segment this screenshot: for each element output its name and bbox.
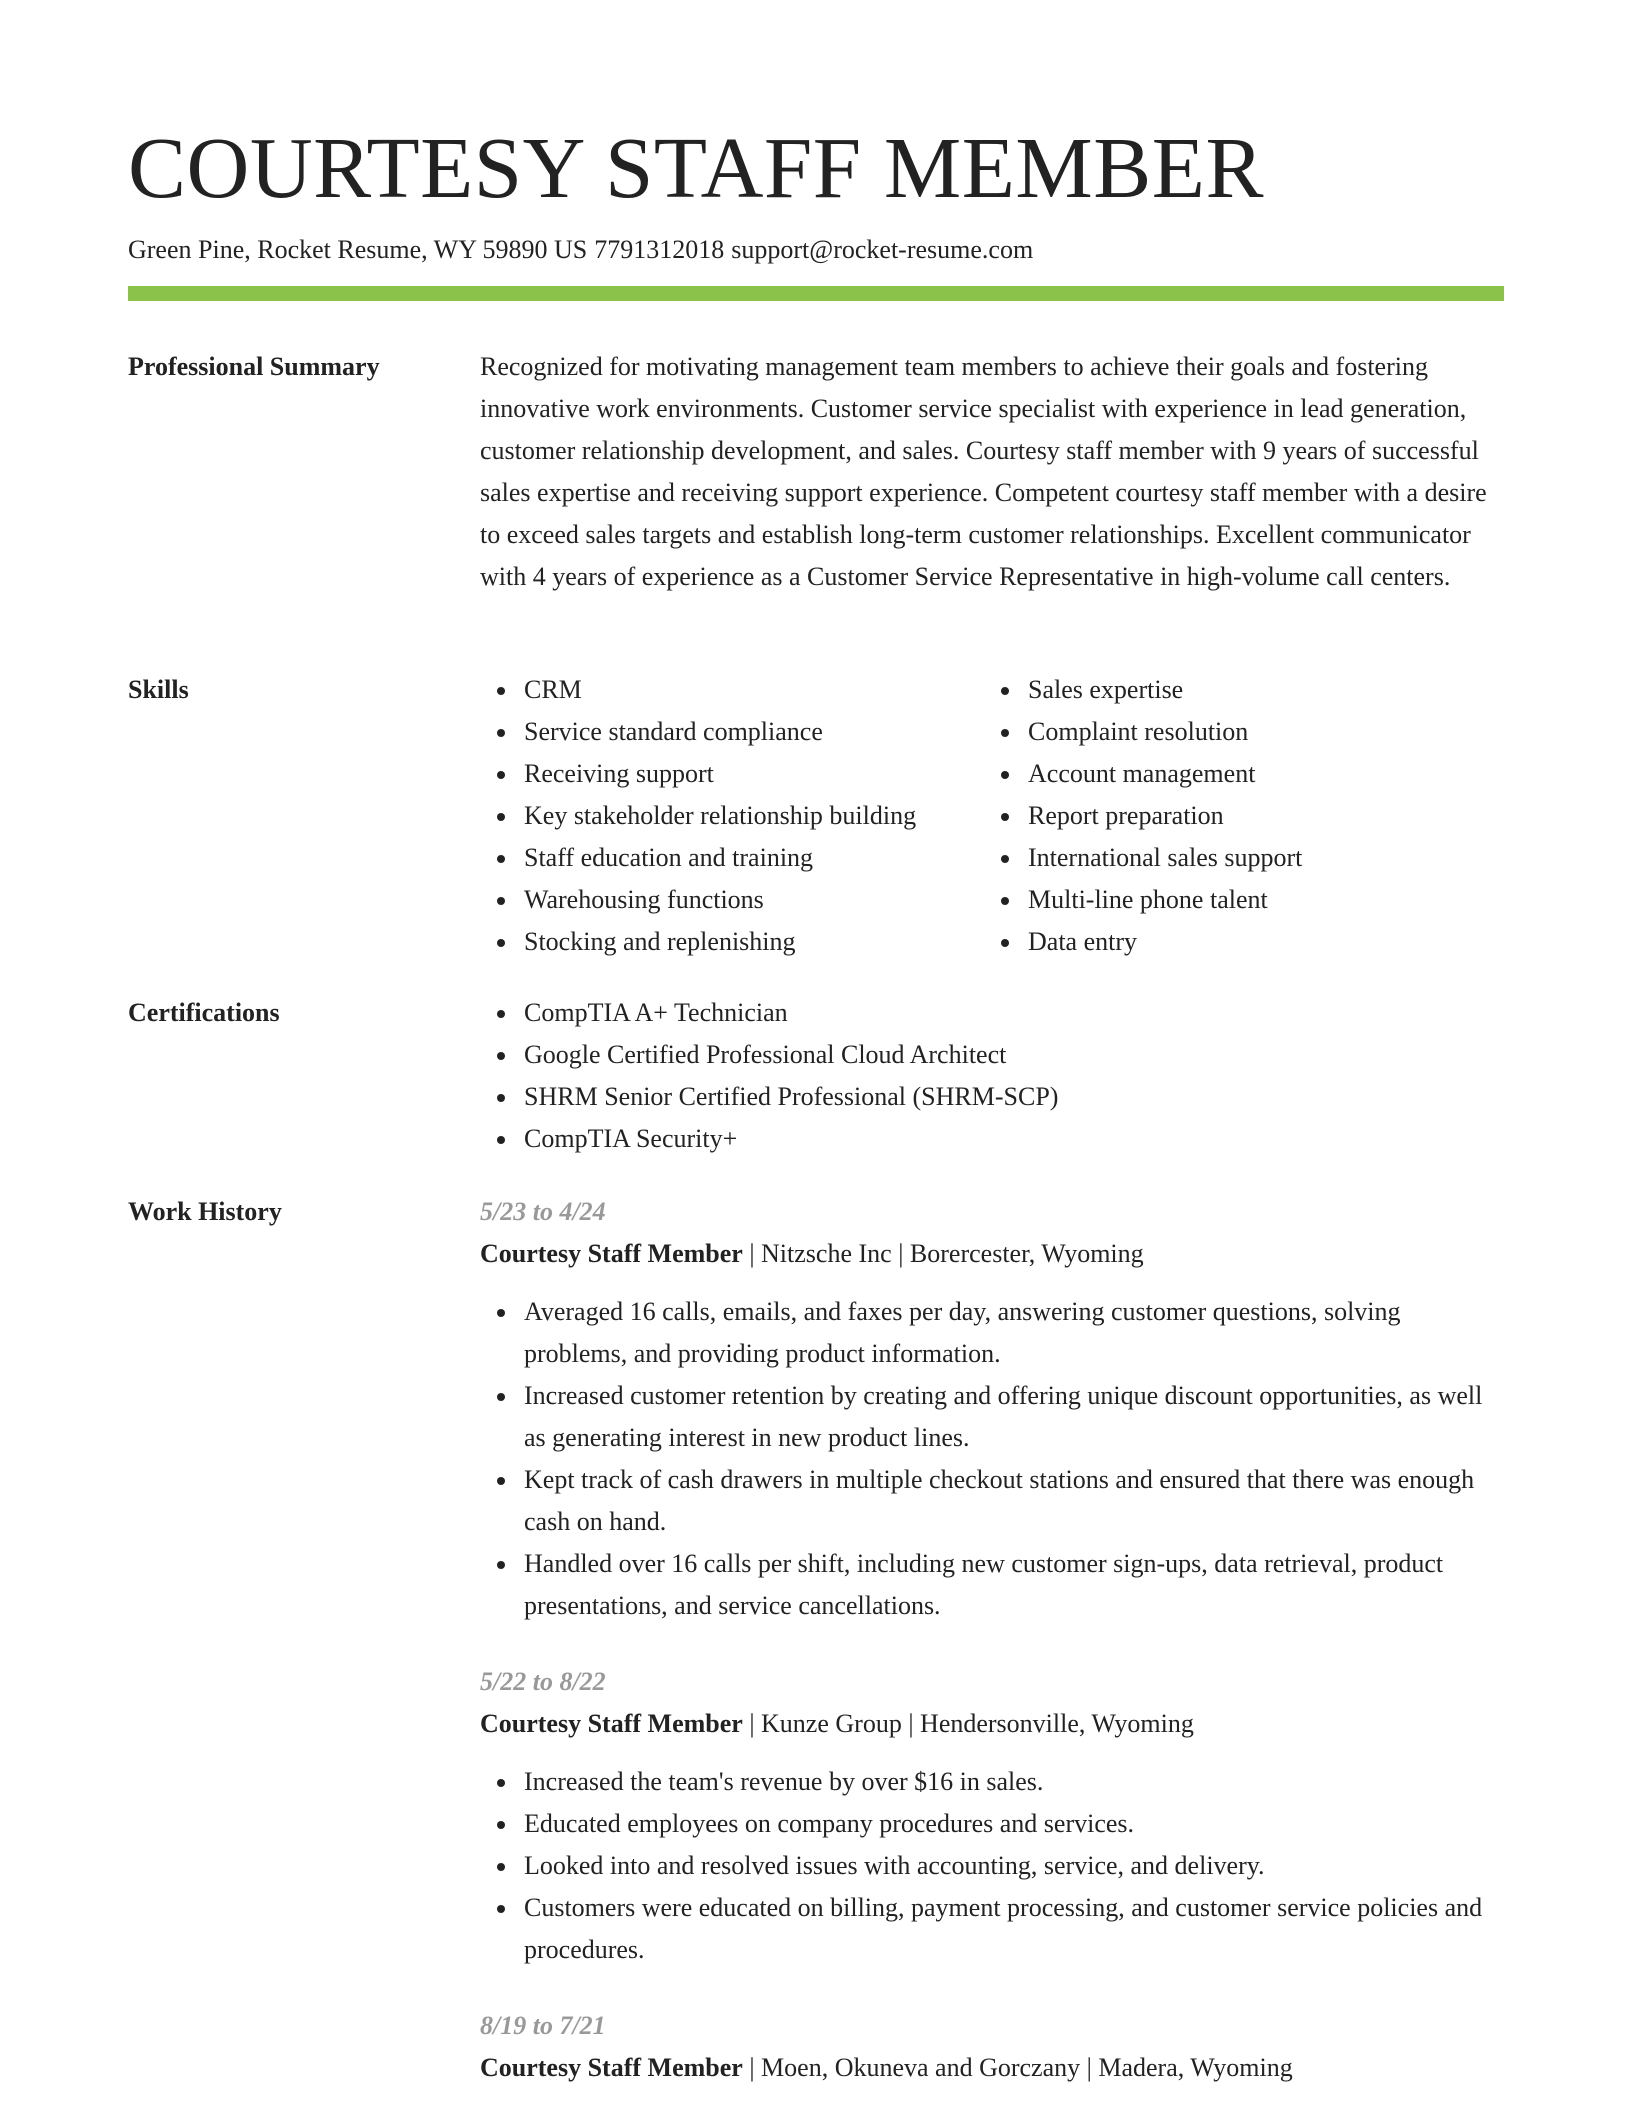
skills-body: [480, 669, 1504, 963]
job-location: Borercester, Wyoming: [909, 1239, 1144, 1268]
job-bullet: Looked into and resolved issues with accounting, service, and delivery.: [524, 1845, 1504, 1887]
job-company: Nitzsche Inc: [761, 1239, 892, 1268]
job-separator: |: [749, 1239, 755, 1268]
skill-item: Service standard compliance: [524, 711, 984, 753]
resume-name: COURTESY STAFF MEMBER: [128, 119, 1264, 216]
certifications-list: [480, 992, 1504, 1160]
job-location: Hendersonville, Wyoming: [920, 1709, 1194, 1738]
certifications-body: [480, 992, 1504, 1160]
job-separator: |: [898, 1239, 904, 1268]
job-bullet: Educated employees on company procedures and services.: [524, 1803, 1504, 1845]
skill-item: CRM: [524, 669, 984, 711]
skills-list-left: [480, 669, 984, 963]
skill-item: Staff education and training: [524, 837, 984, 879]
skills-heading: Skills: [128, 675, 189, 704]
job-bullet: Increased the team's revenue by over $16 in sales.: [524, 1761, 1504, 1803]
job-bullets: [480, 1291, 1504, 1627]
skill-item: Account management: [1028, 753, 1488, 795]
job-entry: [480, 1661, 1504, 1971]
summary-text: Recognized for motivating management team members to achieve their goals and fostering innovative work environments. Customer service specialist with experience in lead generation, customer relationship development, and sales. Courtesy staff member with 9 years of successful sales expertise and receiving support experience. Competent courtesy staff member with a desire to exceed sales targets and establish long-term customer relationships. Excellent communicator with 4 years of experience as a Customer Service Representative in high-volume call centers.: [480, 352, 1487, 591]
contact-address: Green Pine, Rocket Resume, WY 59890 US: [128, 235, 588, 264]
skill-item: Data entry: [1028, 921, 1488, 963]
job-dates: 8/19 to 7/21: [480, 2011, 606, 2040]
contact-email: support@rocket-resume.com: [731, 235, 1034, 264]
skill-item: Stocking and replenishing: [524, 921, 984, 963]
job-header: [480, 1233, 1504, 1275]
job-title: Courtesy Staff Member: [480, 1709, 743, 1738]
skill-item: International sales support: [1028, 837, 1488, 879]
certification-item: Google Certified Professional Cloud Architect: [524, 1034, 1504, 1076]
header-accent-rule: [128, 286, 1504, 301]
work-history-body: [480, 1191, 1504, 2123]
job-bullet: Customers were educated on billing, payment processing, and customer service policies and procedures.: [524, 1887, 1504, 1971]
skills-list-right: [984, 669, 1488, 963]
contact-phone: 7791312018: [594, 235, 725, 264]
contact-line: [128, 232, 1033, 268]
job-bullet: Kept track of cash drawers in multiple checkout stations and ensured that there was enough cash on hand.: [524, 1459, 1504, 1543]
certification-item: SHRM Senior Certified Professional (SHRM-SCP): [524, 1076, 1504, 1118]
job-dates: 5/23 to 4/24: [480, 1197, 606, 1226]
certification-item: CompTIA Security+: [524, 1118, 1504, 1160]
certification-item: CompTIA A+ Technician: [524, 992, 1504, 1034]
job-separator: |: [749, 1709, 755, 1738]
skill-item: Sales expertise: [1028, 669, 1488, 711]
job-company: Moen, Okuneva and Gorczany: [761, 2053, 1081, 2082]
job-separator: |: [1086, 2053, 1092, 2082]
job-header: [480, 2047, 1504, 2089]
skill-item: Receiving support: [524, 753, 984, 795]
job-title: Courtesy Staff Member: [480, 1239, 743, 1268]
work-history-heading: Work History: [128, 1197, 282, 1226]
certifications-heading: Certifications: [128, 998, 280, 1027]
job-separator: |: [908, 1709, 914, 1738]
skill-item: Complaint resolution: [1028, 711, 1488, 753]
skill-item: Key stakeholder relationship building: [524, 795, 984, 837]
job-location: Madera, Wyoming: [1098, 2053, 1293, 2082]
job-separator: |: [749, 2053, 755, 2082]
skill-item: Report preparation: [1028, 795, 1488, 837]
skill-item: Multi-line phone talent: [1028, 879, 1488, 921]
job-entry: [480, 1191, 1504, 1627]
job-header: [480, 1703, 1504, 1745]
job-company: Kunze Group: [761, 1709, 902, 1738]
job-bullet: Averaged 16 calls, emails, and faxes per day, answering customer questions, solving problems, and providing product information.: [524, 1291, 1504, 1375]
job-bullet: Increased customer retention by creating and offering unique discount opportunities, as well as generating interest in new product lines.: [524, 1375, 1504, 1459]
skill-item: Warehousing functions: [524, 879, 984, 921]
job-title: Courtesy Staff Member: [480, 2053, 743, 2082]
summary-body: [480, 346, 1504, 598]
summary-heading: Professional Summary: [128, 352, 380, 381]
job-entry: [480, 2005, 1504, 2089]
job-bullets: [480, 1761, 1504, 1971]
job-bullet: Handled over 16 calls per shift, including new customer sign-ups, data retrieval, product presentations, and service cancellations.: [524, 1543, 1504, 1627]
job-dates: 5/22 to 8/22: [480, 1667, 606, 1696]
